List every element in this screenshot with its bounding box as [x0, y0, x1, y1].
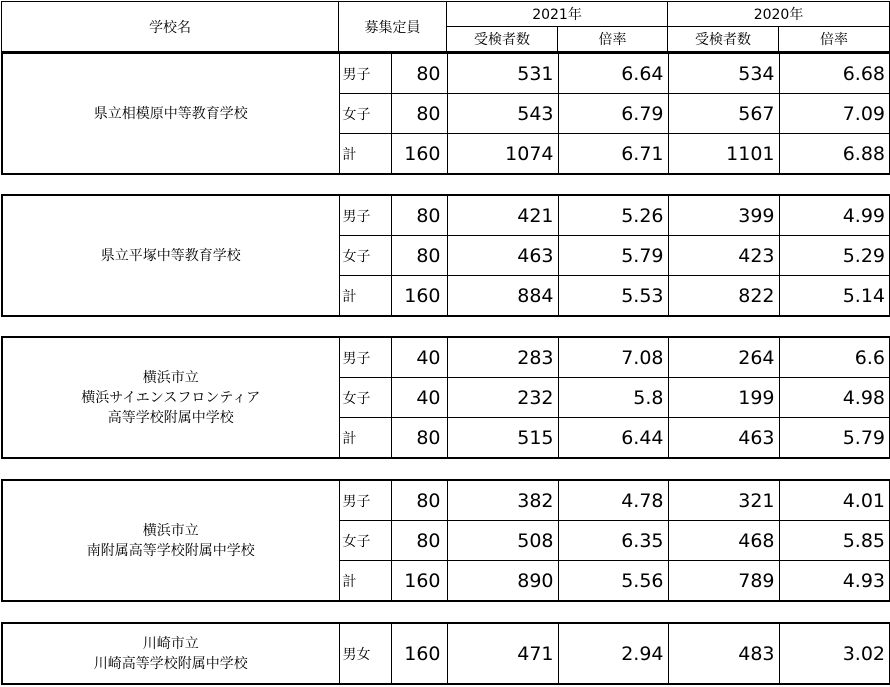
gender-cell: 女子	[339, 236, 391, 276]
ratio-2021-cell: 5.53	[558, 276, 668, 317]
applicants-2020-cell: 1101	[668, 134, 779, 175]
table-row	[2, 337, 890, 378]
applicants-2021-cell: 884	[447, 276, 558, 317]
school-section-hiratsuka	[1, 194, 890, 317]
capacity-cell: 80	[391, 521, 447, 561]
applicants-2020-cell: 468	[668, 521, 779, 561]
capacity-cell: 40	[391, 378, 447, 418]
gender-cell: 男子	[339, 195, 391, 236]
applicants-2021-cell: 421	[447, 195, 558, 236]
ratio-2021-cell: 6.79	[558, 94, 668, 134]
ratio-2020-cell: 6.6	[779, 337, 890, 378]
applicants-2020-cell: 789	[668, 561, 779, 602]
capacity-cell: 160	[391, 623, 447, 684]
gender-cell: 計	[339, 276, 391, 317]
header-applicants-2021: 受検者数	[447, 27, 558, 52]
ratio-2021-cell: 4.78	[558, 480, 668, 521]
applicants-2020-cell: 567	[668, 94, 779, 134]
ratio-2020-cell: 4.93	[779, 561, 890, 602]
ratio-2021-cell: 5.8	[558, 378, 668, 418]
ratio-2020-cell: 4.99	[779, 195, 890, 236]
header-year-2020: 2020年	[668, 2, 890, 27]
school-section-yokohama-science-frontier	[1, 336, 890, 459]
school-name: 川崎市立 川崎高等学校附属中学校	[2, 623, 339, 684]
applicants-2021-cell: 382	[447, 480, 558, 521]
header-ratio-2020: 倍率	[779, 27, 890, 52]
capacity-cell: 80	[391, 94, 447, 134]
applicants-2020-cell: 321	[668, 480, 779, 521]
ratio-2020-cell: 6.68	[779, 53, 890, 94]
capacity-cell: 80	[391, 195, 447, 236]
ratio-2020-cell: 5.79	[779, 418, 890, 459]
ratio-2021-cell: 6.64	[558, 53, 668, 94]
header-ratio-2021: 倍率	[558, 27, 668, 52]
applicants-2021-cell: 543	[447, 94, 558, 134]
applicants-2021-cell: 515	[447, 418, 558, 459]
gender-cell: 男女	[339, 623, 391, 684]
gender-cell: 女子	[339, 94, 391, 134]
capacity-cell: 80	[391, 236, 447, 276]
header-school-name: 学校名	[2, 2, 339, 52]
ratio-2021-cell: 2.94	[558, 623, 668, 684]
applicants-2021-cell: 531	[447, 53, 558, 94]
capacity-cell: 80	[391, 480, 447, 521]
applicants-2020-cell: 534	[668, 53, 779, 94]
ratio-2021-cell: 5.56	[558, 561, 668, 602]
table-row	[2, 480, 890, 521]
ratio-2021-cell: 6.35	[558, 521, 668, 561]
gender-cell: 計	[339, 561, 391, 602]
ratio-2020-cell: 5.29	[779, 236, 890, 276]
school-section-kawasaki	[1, 622, 890, 685]
applicants-2020-cell: 463	[668, 418, 779, 459]
gender-cell: 女子	[339, 378, 391, 418]
school-section-sagamihara	[1, 52, 890, 175]
capacity-cell: 160	[391, 276, 447, 317]
ratio-2020-cell: 3.02	[779, 623, 890, 684]
table-row	[2, 195, 890, 236]
header-table	[1, 1, 890, 52]
ratio-2021-cell: 5.26	[558, 195, 668, 236]
applicants-2021-cell: 471	[447, 623, 558, 684]
header-applicants-2020: 受検者数	[668, 27, 779, 52]
applicants-2020-cell: 264	[668, 337, 779, 378]
ratio-2020-cell: 5.14	[779, 276, 890, 317]
header-year-2021: 2021年	[447, 2, 668, 27]
applicants-2020-cell: 483	[668, 623, 779, 684]
ratio-2020-cell: 7.09	[779, 94, 890, 134]
gender-cell: 計	[339, 418, 391, 459]
applicants-2021-cell: 508	[447, 521, 558, 561]
applicants-2020-cell: 399	[668, 195, 779, 236]
ratio-2020-cell: 4.98	[779, 378, 890, 418]
gender-cell: 男子	[339, 337, 391, 378]
school-name: 横浜市立 南附属高等学校附属中学校	[2, 480, 339, 601]
applicants-2021-cell: 232	[447, 378, 558, 418]
school-name: 県立相模原中等教育学校	[2, 53, 339, 174]
school-name: 県立平塚中等教育学校	[2, 195, 339, 316]
capacity-cell: 80	[391, 418, 447, 459]
ratio-2021-cell: 6.71	[558, 134, 668, 175]
applicants-2020-cell: 199	[668, 378, 779, 418]
ratio-2021-cell: 6.44	[558, 418, 668, 459]
applicants-2021-cell: 463	[447, 236, 558, 276]
capacity-cell: 160	[391, 561, 447, 602]
ratio-2020-cell: 6.88	[779, 134, 890, 175]
table-row	[2, 623, 890, 684]
capacity-cell: 160	[391, 134, 447, 175]
applicants-2021-cell: 283	[447, 337, 558, 378]
ratio-2020-cell: 4.01	[779, 480, 890, 521]
capacity-cell: 40	[391, 337, 447, 378]
capacity-cell: 80	[391, 53, 447, 94]
table-row	[2, 53, 890, 94]
applicants-2021-cell: 890	[447, 561, 558, 602]
school-name: 横浜市立 横浜サイエンスフロンティア 高等学校附属中学校	[2, 337, 339, 458]
gender-cell: 男子	[339, 53, 391, 94]
gender-cell: 男子	[339, 480, 391, 521]
ratio-2021-cell: 7.08	[558, 337, 668, 378]
ratio-2020-cell: 5.85	[779, 521, 890, 561]
applicants-2021-cell: 1074	[447, 134, 558, 175]
applicants-2020-cell: 822	[668, 276, 779, 317]
school-section-minami	[1, 479, 890, 602]
applicants-2020-cell: 423	[668, 236, 779, 276]
ratio-2021-cell: 5.79	[558, 236, 668, 276]
gender-cell: 女子	[339, 521, 391, 561]
gender-cell: 計	[339, 134, 391, 175]
header-capacity: 募集定員	[339, 2, 447, 52]
